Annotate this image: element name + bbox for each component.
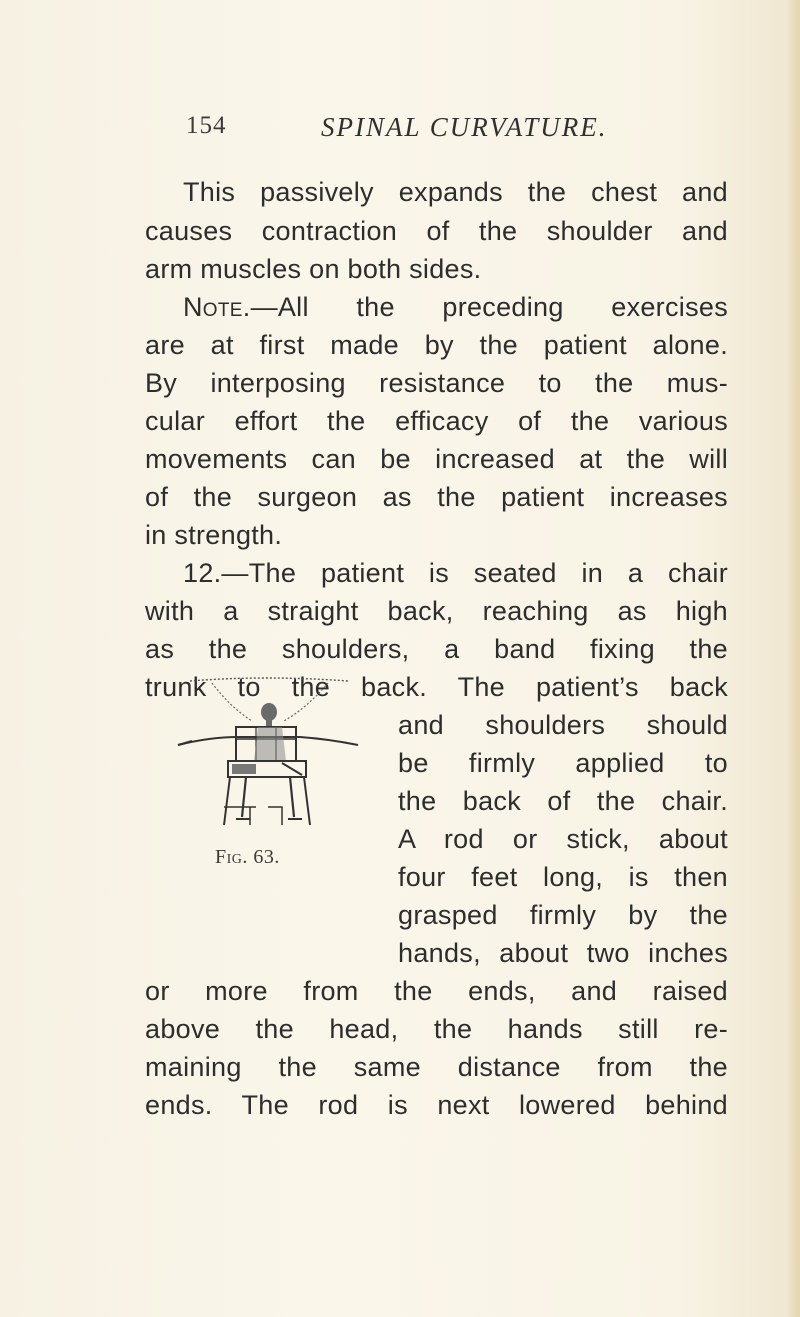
text-line: above the head, the hands still re- (145, 1014, 728, 1044)
text-line: four feet long, is then (398, 862, 728, 892)
text-line: or more from the ends, and raised (145, 976, 728, 1006)
text-line: movements can be increased at the will (145, 444, 728, 474)
running-head: SPINAL CURVATURE. (321, 112, 608, 142)
seated-figure-with-rod-illustration (170, 667, 365, 847)
text-line: trunk to the back. The patient’s back (145, 672, 728, 702)
note-label: Note. (183, 292, 251, 322)
figure-63 (170, 667, 365, 847)
text-line: A rod or stick, about (398, 824, 728, 854)
page-header (186, 112, 746, 152)
page-edge-shading (786, 0, 800, 1317)
text-line: grasped firmly by the (398, 900, 728, 930)
figure-caption: Fig. 63. (215, 846, 280, 868)
text-line: and shoulders should (398, 710, 728, 740)
text-line: By interposing resistance to the mus- (145, 368, 728, 398)
text-line (183, 289, 728, 325)
page-number: 154 (186, 112, 227, 139)
text-line: in strength. (145, 520, 283, 550)
text-line: ends. The rod is next lowered behind (145, 1090, 728, 1120)
text-line: 12.—The patient is seated in a chair (183, 558, 728, 588)
text-line: of the surgeon as the patient increases (145, 482, 728, 512)
text-line: are at first made by the patient alone. (145, 330, 728, 360)
text-line: as the shoulders, a band fixing the (145, 634, 728, 664)
text-line: maining the same distance from the (145, 1052, 728, 1082)
text-line: cular effort the efficacy of the various (145, 406, 728, 436)
note-text: —All the preceding exercises (250, 292, 728, 322)
text-line: causes contraction of the shoulder and (145, 216, 728, 246)
text-line: arm muscles on both sides. (145, 254, 482, 284)
text-line: hands, about two inches (398, 938, 728, 968)
text-line: with a straight back, reaching as high (145, 596, 728, 626)
text-line: the back of the chair. (398, 786, 728, 816)
text-line: be firmly applied to (398, 748, 728, 778)
text-line: This passively expands the chest and (183, 177, 728, 207)
